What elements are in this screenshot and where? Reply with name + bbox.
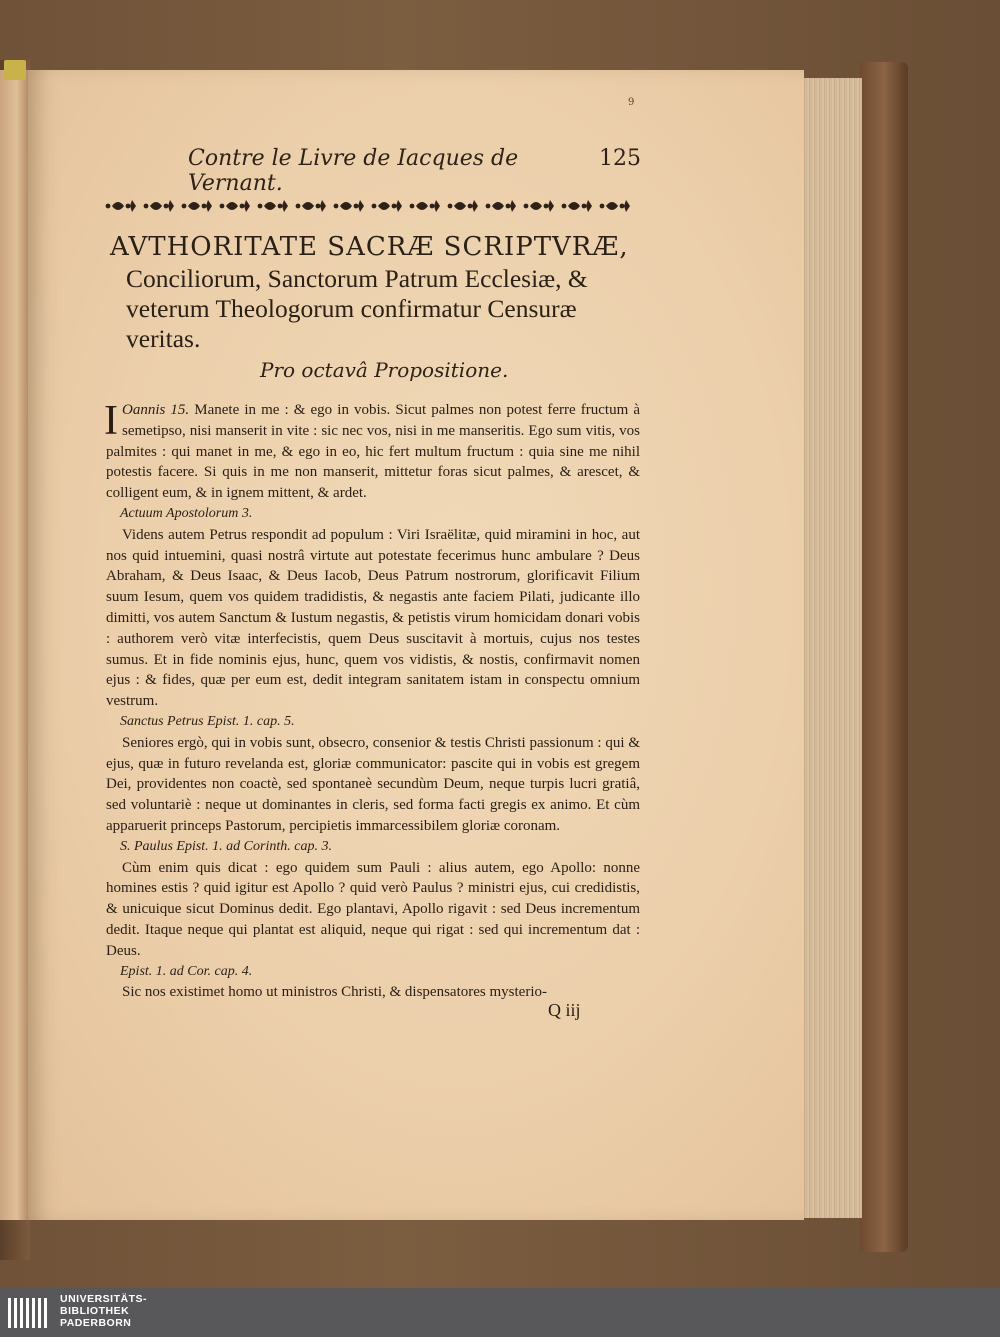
subtitle: Pro octavâ Propositione. <box>260 358 509 382</box>
paragraph-corinth-3: Cùm enim quis dicat : ego quidem sum Pauli : alius autem, ego Apollo: nonne homines estis ? quid igitur est Apollo ? quid verò Paulus ? ministri ejus, cui credidistis, & unicuique sicut Dominus dedit. Ego plantavi, Apollo rigavit : sed Deus incrementum dedit. Itaque neque qui plantat est aliquid, neque qui rigat : sed qui incrementum dat : Deus. <box>106 859 640 959</box>
corner-mark: 9 <box>628 97 635 108</box>
title-block <box>110 230 640 354</box>
running-head: Contre le Livre de Iacques de Vernant. <box>188 146 519 196</box>
citation-lead: Oannis 15. <box>122 402 190 418</box>
paragraph-text: Manete in me : & ego in vobis. Sicut palmes non potest ferre fructum à semetipso, nisi manserit in vite : sic nec vos, nisi in me manseritis. Ego sum vitis, vos palmites : qui manet in me, & ego in eo, hic fert multum fructum : quia sine me nihil potestis facere. Si quis in me non manserit, mittetur foras sicut palmes, & arescet, & colligent eum, & in ignem mittent, & ardet. <box>106 402 641 502</box>
page-edges <box>800 78 862 1218</box>
paragraph-peter-5: Seniores ergò, qui in vobis sunt, obsecro, consenior & testis Christi passionum : qui & ejus, quæ in futuro revelanda est, gloriæ communicator: pascite qui in vobis est gregem Dei, providentes non coactè, sed spontaneè secundùm Deum, neque turpis lucri gratiâ, sed voluntariè : neque ut dominantes in cleris, sed forma facti gregis ex animo. Et cùm apparuerit princeps Pastorum, percipietis immarcessibilem gloriæ coronam. <box>106 734 640 834</box>
citation-acts-3: Actuum Apostolorum 3. <box>120 505 253 521</box>
title-continuation: Conciliorum, Sanctorum Patrum Ecclesiæ, & veterum Theologorum confirmatur Censuræ veritas. <box>126 264 588 353</box>
citation-peter-5: Sanctus Petrus Epist. 1. cap. 5. <box>120 713 295 729</box>
library-name-line-2: BIBLIOTHEK <box>60 1305 130 1317</box>
library-name-line-1: UNIVERSITÄTS- <box>60 1293 148 1305</box>
paragraph-acts-3: Videns autem Petrus respondit ad populum : Viri Israëlitæ, quid miramini in hoc, aut nos quid intuemini, quasi nostrâ virtute aut potestate fecerimus hunc ambulare ? Deus Abraham, & Deus Isaac, & Deus Iacob, Deus Patrum nostrorum, glorificavit Filium suum Iesum, quem vos quidem tradidistis, & negastis ante faciem Pilati, judicante illo dimitti, vos autem Sanctum & Iustum negastis, & petistis virum homicidam donari vobis : authorem verò vitæ interfecistis, quem Deus suscitavit à mortuis, cujus nos testes sumus. Et in fide nominis ejus, hunc, quem vos vidistis, & nostis, confirmavit nomen ejus : & fides, quæ per eum est, dedit integram sanitatem istam in conspectu omnium vestrum. <box>106 526 640 710</box>
body-text <box>106 400 640 1003</box>
signature-mark: Q iij <box>548 1000 581 1020</box>
library-name <box>60 1293 147 1329</box>
citation-cor-4: Epist. 1. ad Cor. cap. 4. <box>120 963 253 979</box>
left-page-edge <box>0 70 28 1220</box>
ornament-border <box>100 194 634 218</box>
paragraph-cor-4: Sic nos existimet homo ut ministros Christi, & dispensatores mysterio- <box>122 984 547 1001</box>
citation-corinth-3: S. Paulus Epist. 1. ad Corinth. cap. 3. <box>120 838 332 854</box>
right-cover <box>860 62 908 1252</box>
paragraph-john-15 <box>106 400 640 504</box>
page-number: 125 <box>599 146 641 171</box>
library-name-line-3: PADERBORN <box>60 1317 132 1329</box>
bookmark-ribbon <box>4 60 26 80</box>
drop-cap: I <box>104 398 118 444</box>
library-footer <box>0 1288 1000 1337</box>
title-line-1: AVTHORITATE SACRÆ SCRIPTVRÆ, <box>110 232 629 262</box>
library-logo-icon <box>8 1294 52 1332</box>
